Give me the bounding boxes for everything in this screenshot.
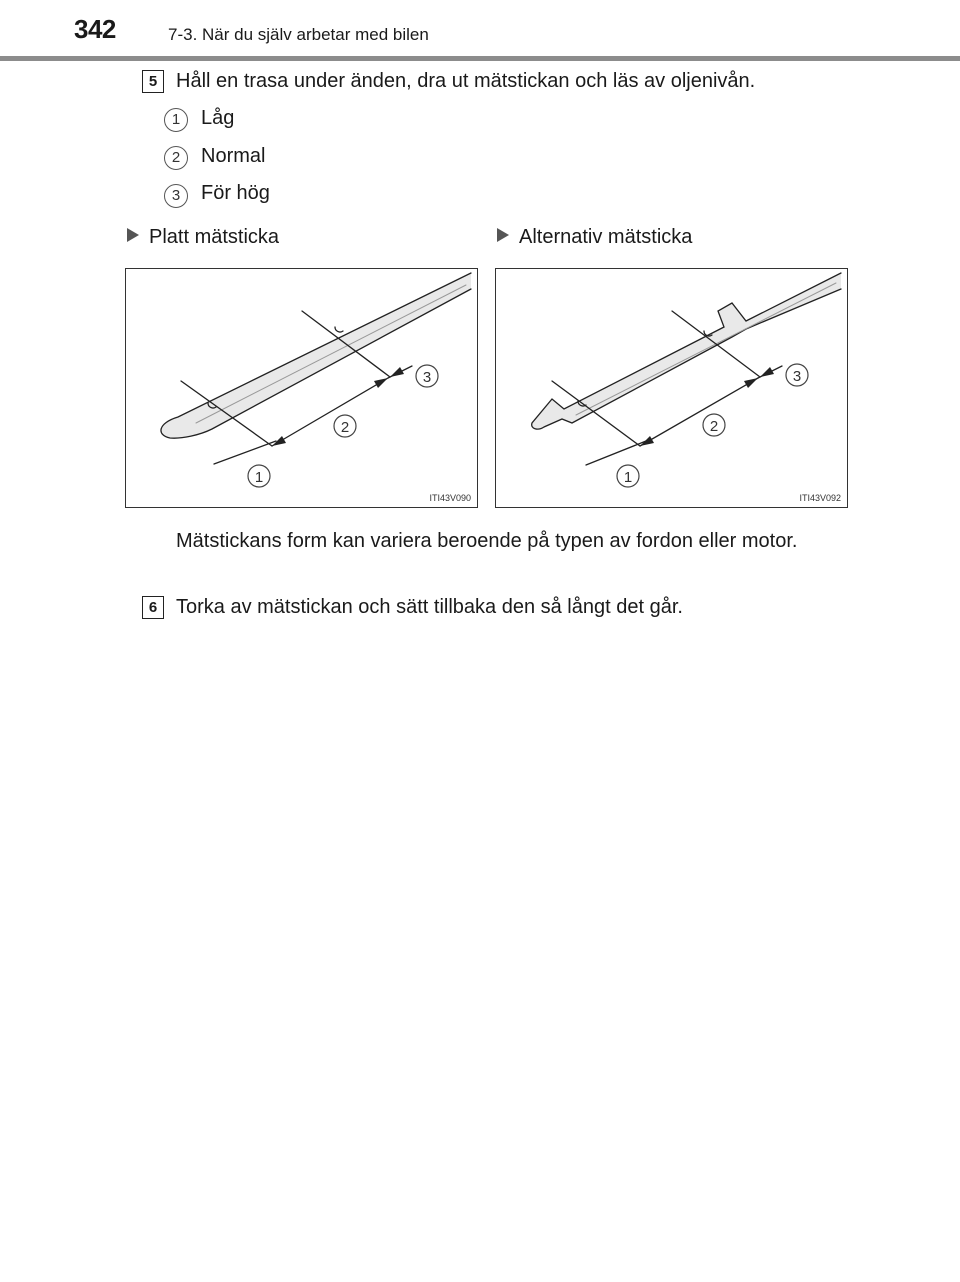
figure-2-heading-text: Alternativ mätsticka — [519, 226, 693, 248]
dipstick-shape-note: Mätstickans form kan variera beroende på typen av fordon eller motor. — [176, 530, 798, 552]
level-2-badge: 2 — [164, 146, 188, 170]
triangle-bullet-icon — [127, 228, 139, 242]
figure-2-code: ITI43V092 — [799, 493, 841, 503]
figure-1-callout-3: 3 — [422, 369, 432, 386]
flat-dipstick-illustration — [126, 269, 479, 509]
step-5-badge: 5 — [142, 70, 164, 93]
figure-1-heading-text: Platt mätsticka — [149, 226, 280, 248]
level-1-badge: 1 — [164, 108, 188, 132]
step-6-text: Torka av mätstickan och sätt tillbaka den så långt det går. — [176, 596, 683, 618]
figure-2-heading — [497, 226, 692, 249]
figure-1-code: ITI43V090 — [429, 493, 471, 503]
triangle-bullet-icon — [497, 228, 509, 242]
figure-1-heading — [127, 226, 279, 249]
step-6-badge: 6 — [142, 596, 164, 619]
level-3-label: För hög — [201, 182, 270, 204]
alternative-dipstick-illustration — [496, 269, 849, 509]
figure-2-callout-3: 3 — [792, 368, 802, 385]
figure-2-callout-2: 2 — [709, 418, 719, 435]
figure-1-callout-2: 2 — [340, 419, 350, 436]
level-2-label: Normal — [201, 145, 266, 167]
chapter-title: 7-3. När du själv arbetar med bilen — [168, 25, 429, 44]
step-5-text: Håll en trasa under änden, dra ut mätstickan och läs av oljenivån. — [176, 70, 756, 92]
figure-1-callout-1: 1 — [254, 469, 264, 486]
header-rule — [0, 56, 960, 61]
figure-flat-dipstick — [125, 268, 478, 508]
level-3-badge: 3 — [164, 184, 188, 208]
page-number: 342 — [74, 14, 116, 44]
figure-alternative-dipstick — [495, 268, 848, 508]
figure-2-callout-1: 1 — [623, 469, 633, 486]
level-1-label: Låg — [201, 107, 235, 129]
